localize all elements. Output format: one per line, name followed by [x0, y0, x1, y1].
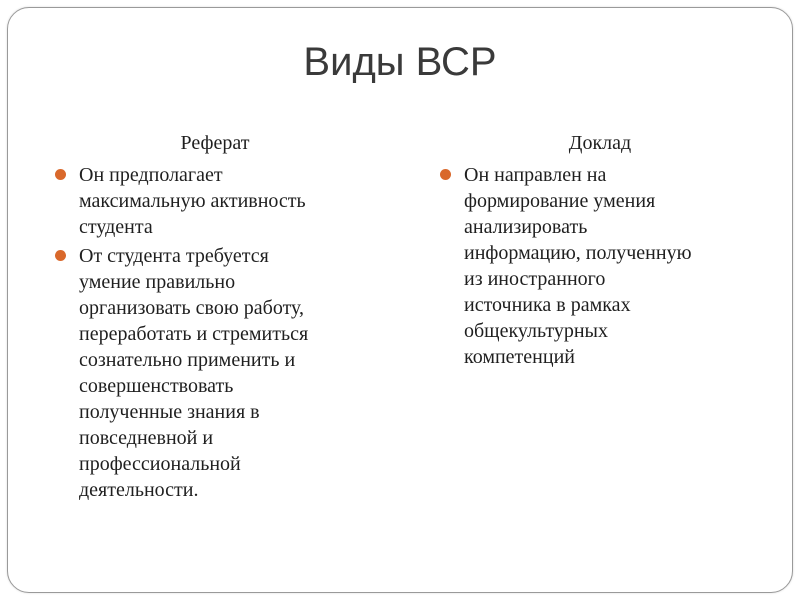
column-heading-doklad: Доклад	[568, 132, 632, 154]
bullet-text: От студента требуется умение правильно организовать свою работу, переработать и стремиться сознательно применить и совершенствовать полученные знания в повседневной и профессиональной деятельности.	[79, 245, 309, 501]
bullet-dot-icon	[55, 169, 66, 180]
bullet-dot-icon	[55, 250, 66, 261]
bullet-text: Он направлен на формирование умения анализировать информацию, полученную из иностранного источника в рамках общекультурных компетенций	[464, 164, 692, 368]
bullet-text: Он предполагает максимальную активность студента	[79, 164, 306, 238]
column-referat	[55, 130, 375, 506]
bullet-item	[55, 162, 375, 240]
column-heading-referat: Реферат	[180, 132, 250, 154]
bullet-item	[55, 243, 375, 503]
bullet-item	[440, 162, 760, 370]
bullet-dot-icon	[440, 169, 451, 180]
column-doklad	[440, 130, 760, 373]
slide-title: Виды ВСР	[303, 40, 497, 84]
